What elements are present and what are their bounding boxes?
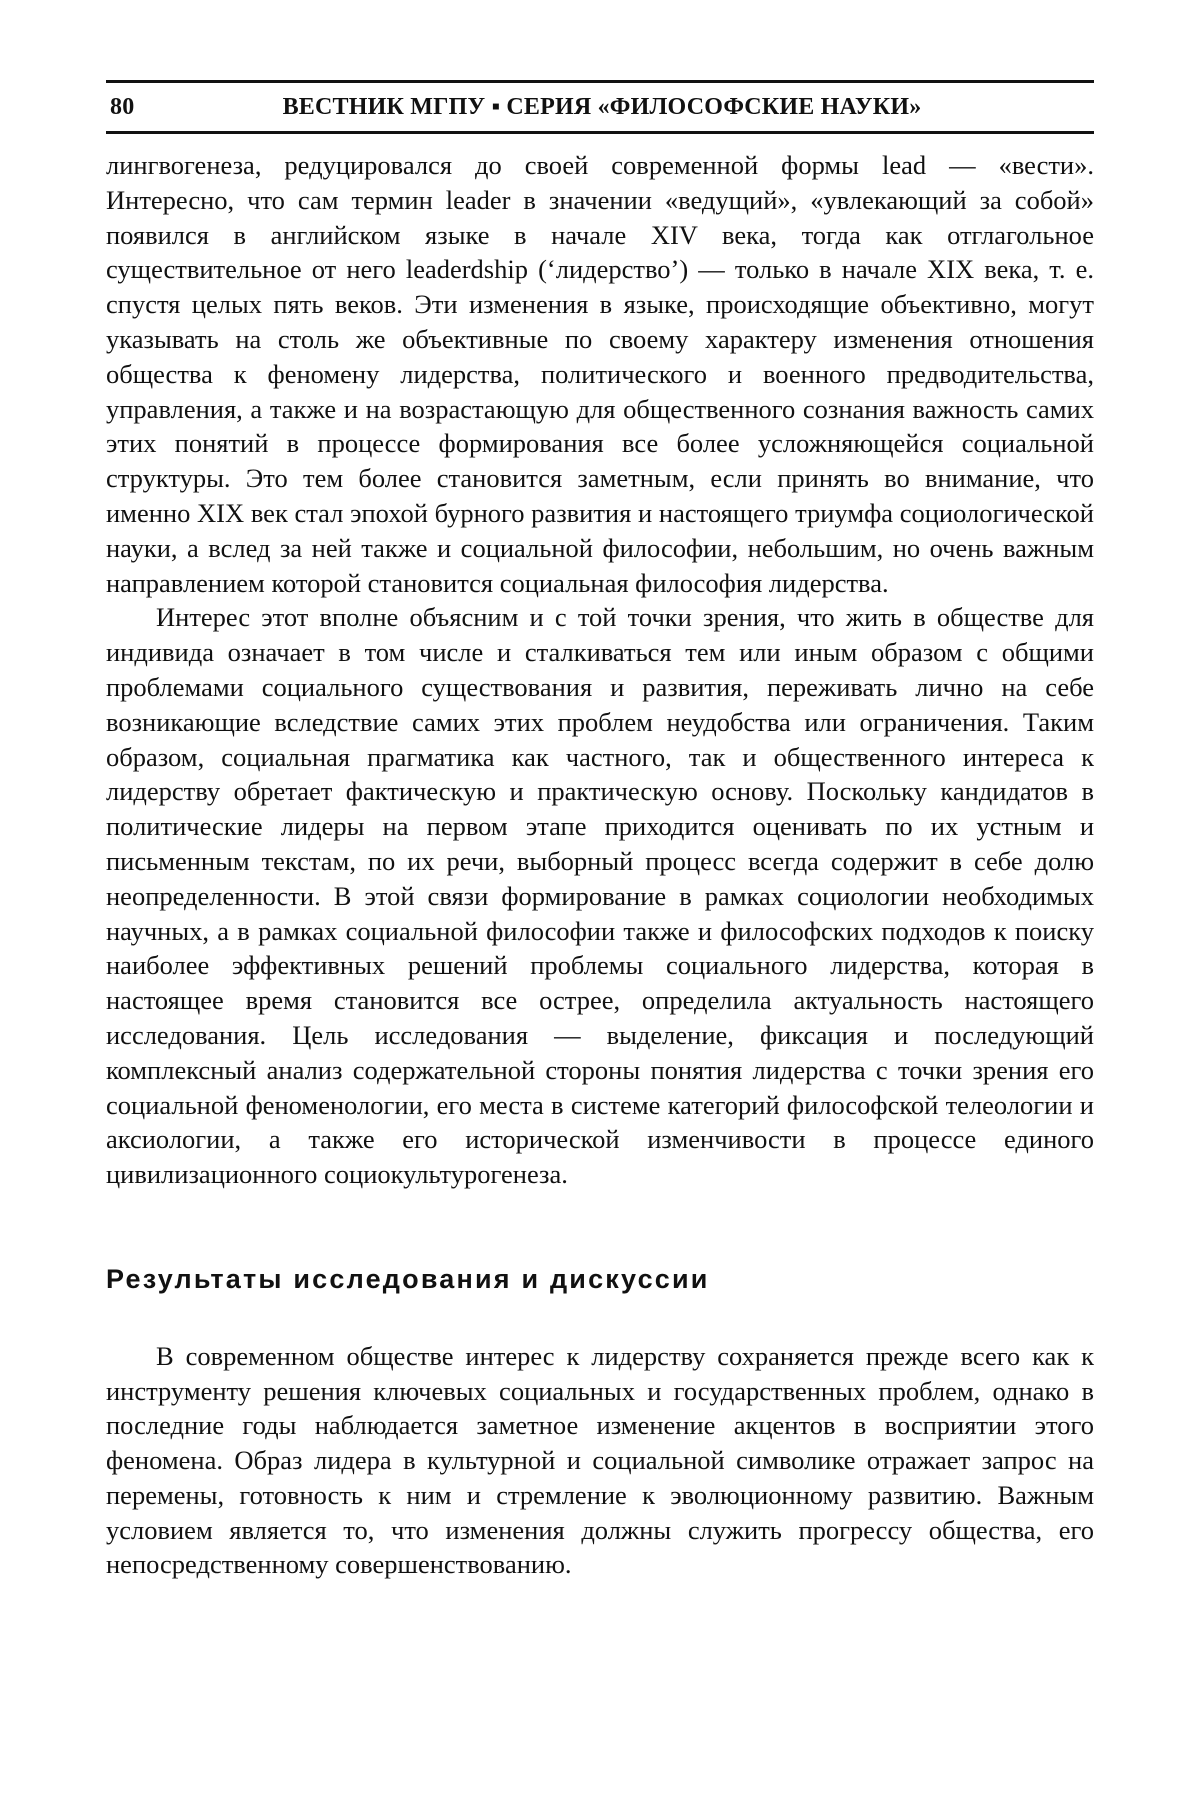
running-header bbox=[106, 80, 1094, 134]
journal-page bbox=[106, 80, 1094, 1582]
section-heading: Результаты исследования и дискуссии bbox=[106, 1263, 710, 1294]
article-body bbox=[106, 148, 1094, 1582]
paragraph: Интерес этот вполне объясним и с той точки зрения, что жить в обществе для индивида означает в том числе и сталкиваться тем или иным образом с общими проблемами социального существования и развития, переживать лично на себе возникающие вследствие самих этих проблем неудобства или ограничения. Таким образом, социальная прагматика как частного, так и общественного интереса к лидерству обретает фактическую и практическую основу. Поскольку кандидатов в политические лидеры на первом этапе приходится оценивать по их устным и письменным текстам, по их речи, выборный процесс всегда содержит в себе долю неопределенности. В этой связи формирование в рамках социологии необходимых научных, а в рамках социальной философии также и философских подходов к поиску наиболее эффективных решений проблемы социального лидерства, которая в настоящее время становится все острее, определила актуальность настоящего исследования. Цель исследования — выделение, фиксация и последующий комплексный анализ содержательной стороны понятия лидерства с точки зрения его социальной феноменологии, его места в системе категорий философской телеологии и аксиологии, а также его исторической изменчивости в процессе единого цивилизационного социокультурогенеза. bbox=[106, 602, 1094, 1190]
paragraph-continued: лингвогенеза, редуцировался до своей современной формы lead — «вести». Интересно, что сам термин leader в значении «ведущий», «увлекающий за собой» появился в английском языке в начале XIV века, тогда как отглагольное существительное от него leaderdship (‘лидерство’) — только в начале XIX века, т. е. спустя целых пять веков. Эти изменения в языке, происходящие объективно, могут указывать на столь же объективные по своему характеру изменения отношения общества к феномену лидерства, политического и военного предводительства, управления, а также и на возрастающую для общественного сознания важность самих этих понятий в процессе формирования все более усложняющейся социальной структуры. Это тем более становится заметным, если принять во внимание, что именно XIX век стал эпохой бурного развития и настоящего триумфа социологической науки, а вслед за ней также и социальной философии, небольшим, но очень важным направлением которой становится социальная философия лидерства. bbox=[106, 150, 1094, 598]
journal-title: ВЕСТНИК МГПУ ▪ СЕРИЯ «ФИЛОСОФСКИЕ НАУКИ» bbox=[282, 93, 922, 120]
page-number: 80 bbox=[110, 93, 135, 120]
paragraph: В современном обществе интерес к лидерству сохраняется прежде всего как к инструменту решения ключевых социальных и государственных проблем, однако в последние годы наблюдается заметное изменение акцентов в восприятии этого феномена. Образ лидера в культурной и социальной символике отражает запрос на перемены, готовность к ним и стремление к эволюционному развитию. Важным условием является то, что изменения должны служить прогрессу общества, его непосредственному совершенствованию. bbox=[106, 1340, 1094, 1580]
